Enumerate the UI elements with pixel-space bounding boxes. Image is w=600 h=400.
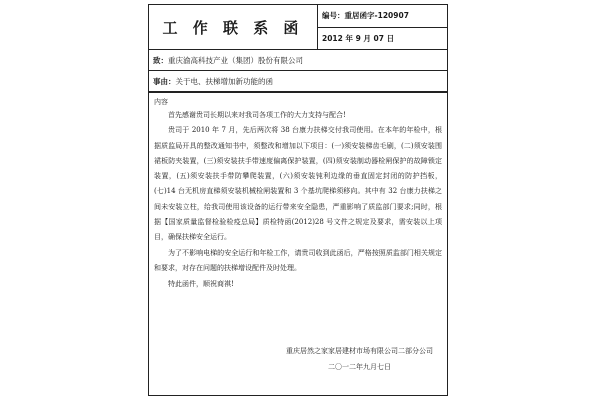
signature-block	[286, 343, 433, 375]
letter-content	[149, 93, 447, 293]
content-label: 内容	[154, 98, 168, 106]
subject-row	[149, 71, 447, 93]
paragraph-request: 为了不影响电梯的安全运行和年检工作，请贵司收到此函后，严格按照质监部门相关规定和要求，对存在问题的扶梯增设配件及时处理。	[154, 248, 442, 272]
letter-date: 2012 年 9 月 07 日	[318, 27, 447, 50]
recipient-value: 重庆渝高科技产业（集团）股份有限公司	[168, 55, 303, 65]
signature-date: 二〇一二年九月七日	[328, 363, 391, 371]
letter-title: 工 作 联 系 函	[149, 5, 318, 49]
recipient-label: 致：	[153, 55, 168, 65]
letter-number: 编号：重居函字-120907	[322, 11, 409, 21]
subject-value: 关于电、扶梯增加新功能的函	[175, 76, 273, 86]
paragraph-body: 贵司于 2010 年 7 月，先后两次将 38 台康力扶梯交付我司使用。在本年的年检中，根据质监局开具的整改通知书中，须整改和增加以下项目：(一)须安装梯齿毛刷，(二)须安装围裙板防夹装置，(三)须安装扶手带速度偏离保护装置，(四)须安装制动器检闸保护的故障锁定装置，(五)须安装扶手带防攀爬装置，(六)须安装钝利边缘的垂直固定封闭的防护挡板，(七)14 台无机房直梯须安装机械检闸装置和 3 个基坑爬梯须移向。其中有 32 台康力扶梯之间未安装立柱，给我司使用该设备的运行带来安全隐患，严重影响了质监部门要求;同时，根据【国家质量监督检验检疫总局】质检特函(2012)28 号文件之规定及要求，需安装以上项目，确保扶梯安全运行。	[154, 126, 442, 242]
subject-label: 事由：	[153, 76, 176, 86]
paragraph-closing: 特此函件，顺祝商祺!	[168, 280, 234, 289]
paragraph-greeting: 首先感谢贵司长期以来对我司各项工作的大力支持与配合!	[168, 111, 346, 119]
letter-header	[149, 5, 447, 50]
signature-company: 重庆居然之家家居建材市场有限公司二部分公司	[286, 347, 433, 355]
letter-form	[148, 4, 448, 396]
letter-meta	[318, 5, 447, 49]
recipient-row	[149, 50, 447, 71]
